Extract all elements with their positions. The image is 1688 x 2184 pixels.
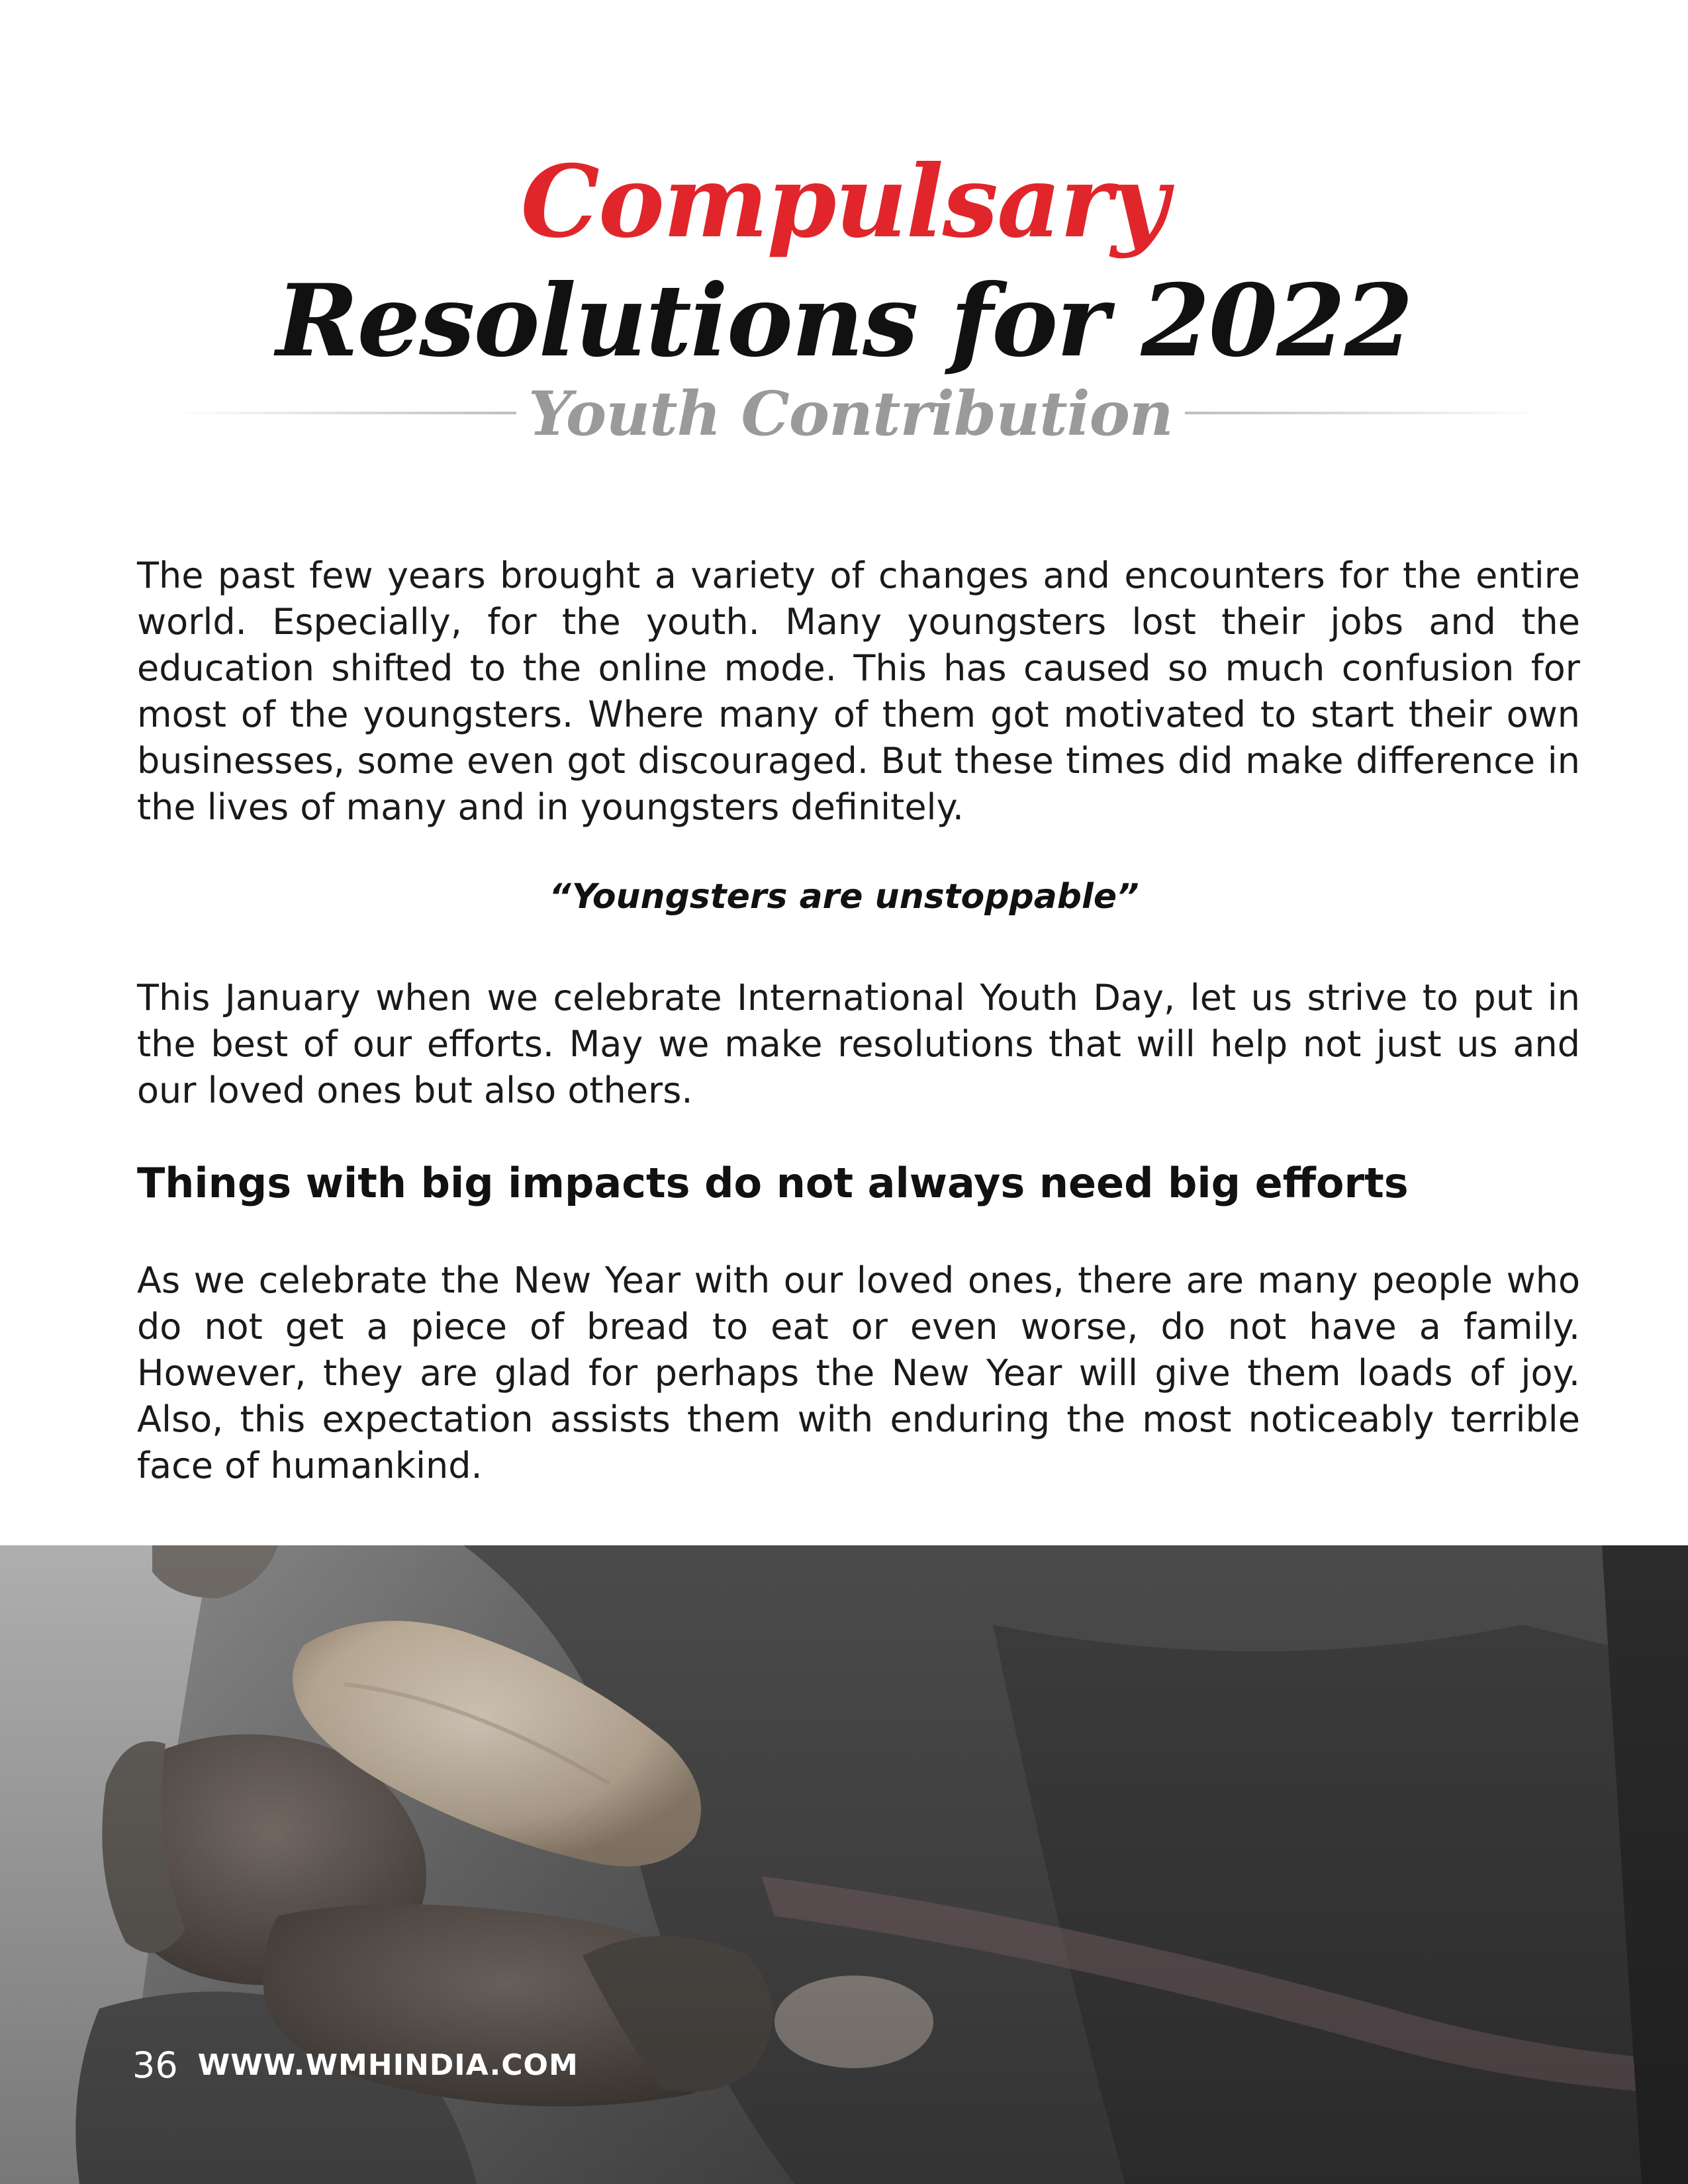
page-footer xyxy=(132,2042,579,2088)
subtitle-divider-left xyxy=(172,412,516,414)
subtitle: Youth Contribution xyxy=(528,378,1173,449)
subtitle-divider-right xyxy=(1185,412,1542,414)
subtitle-row xyxy=(0,377,1688,450)
paragraph-january: This January when we celebrate International Youth Day, let us strive to put in the best of our efforts. May we make resolutions that will help not just us and our loved ones but also others. xyxy=(137,977,1580,1111)
website-link[interactable]: WWW.WMHINDIA.COM xyxy=(197,2048,579,2082)
title-line-2: Resolutions for 2022 xyxy=(276,263,1412,379)
section-heading: Things with big impacts do not always need big efforts xyxy=(137,1159,1409,1207)
paragraph-new-year: As we celebrate the New Year with our loved ones, there are many people who do not get a piece of bread to eat or even worse, do not have a family. However, they are glad for perhaps the New Year will give them loads of joy. Also, this expectation assists them with enduring the most noticeably terrible face of humankind. xyxy=(137,1259,1580,1486)
title-line-1: Compulsary xyxy=(520,144,1168,260)
photo-hands-holding-bread xyxy=(0,1545,1688,2184)
paragraph-intro: The past few years brought a variety of changes and encounters for the entire world. Especially, for the youth. Many youngsters lost their jobs and the education shifted to the online mode. This has caused so much confusion for most of the youngsters. Where many of them got motivated to start their own businesses, some even got discouraged. But these times did make difference in the lives of many and in youngsters definitely. xyxy=(137,555,1580,828)
pull-quote: “Youngsters are unstoppable” xyxy=(549,877,1139,917)
page-number: 36 xyxy=(132,2044,178,2086)
